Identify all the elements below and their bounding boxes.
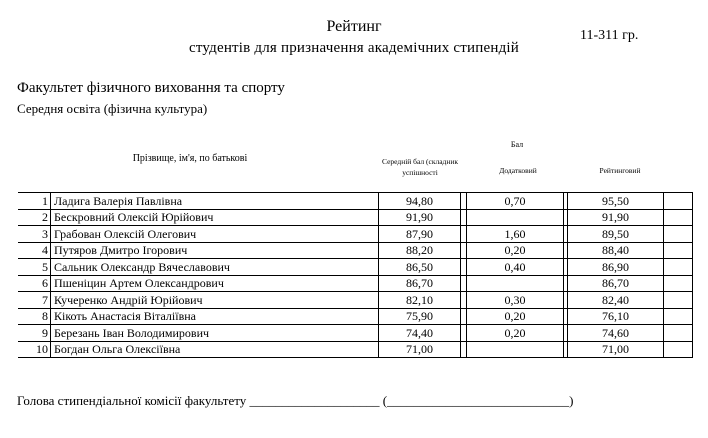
table-row — [18, 325, 693, 342]
row-number: 3 — [18, 226, 51, 243]
additional-score: 0,20 — [467, 325, 564, 342]
name-column-header: Прізвище, ім'я, по батькові — [132, 153, 248, 164]
group-label: 11-311 гр. — [580, 28, 639, 43]
student-name: Березань Іван Володимирович — [51, 325, 379, 342]
spacer-cell — [664, 275, 693, 292]
additional-score: 1,60 — [467, 226, 564, 243]
row-number: 2 — [18, 209, 51, 226]
additional-score: 0,40 — [467, 259, 564, 276]
additional-score — [467, 341, 564, 358]
average-score: 86,70 — [379, 275, 461, 292]
spacer-cell — [664, 193, 693, 210]
rating-score: 71,00 — [568, 341, 664, 358]
spacer-cell — [664, 341, 693, 358]
document-title: Рейтинг — [326, 18, 382, 35]
rating-column-header: Рейтинговий — [599, 166, 641, 175]
rating-score: 76,10 — [568, 308, 664, 325]
student-name: Сальник Олександр Вячеславович — [51, 259, 379, 276]
spacer-cell — [664, 226, 693, 243]
student-name: Кікоть Анастасія Віталіївна — [51, 308, 379, 325]
average-score: 88,20 — [379, 242, 461, 259]
row-number: 5 — [18, 259, 51, 276]
additional-score: 0,70 — [467, 193, 564, 210]
student-name: Грабован Олексій Олегович — [51, 226, 379, 243]
table-row — [18, 292, 693, 309]
row-number: 10 — [18, 341, 51, 358]
additional-score — [467, 275, 564, 292]
average-score: 86,50 — [379, 259, 461, 276]
education-level: Середня освіта (фізична культура) — [17, 101, 208, 116]
table-row — [18, 308, 693, 325]
table-row — [18, 259, 693, 276]
row-number: 7 — [18, 292, 51, 309]
rating-score: 91,90 — [568, 209, 664, 226]
average-score: 71,00 — [379, 341, 461, 358]
row-number: 6 — [18, 275, 51, 292]
table-row — [18, 275, 693, 292]
spacer-cell — [664, 209, 693, 226]
student-name: Пшеніцин Артем Олександрович — [51, 275, 379, 292]
student-name: Богдан Ольга Олексіївна — [51, 341, 379, 358]
average-score: 94,80 — [379, 193, 461, 210]
rating-score: 89,50 — [568, 226, 664, 243]
rating-score: 95,50 — [568, 193, 664, 210]
row-number: 9 — [18, 325, 51, 342]
average-score: 75,90 — [379, 308, 461, 325]
row-number: 4 — [18, 242, 51, 259]
additional-score: 0,20 — [467, 242, 564, 259]
document-subtitle: студентів для призначення академічних стипендій — [188, 40, 520, 56]
average-score: 87,90 — [379, 226, 461, 243]
spacer-cell — [664, 308, 693, 325]
table-row — [18, 226, 693, 243]
table-row — [18, 209, 693, 226]
faculty-name: Факультет фізичного виховання та спорту — [17, 80, 285, 96]
table-row — [18, 242, 693, 259]
average-column-header: Середній бал (складник успішності — [381, 157, 459, 177]
spacer-cell — [664, 242, 693, 259]
average-score: 91,90 — [379, 209, 461, 226]
rating-table — [18, 192, 693, 358]
row-number: 1 — [18, 193, 51, 210]
student-name: Путяров Дмитро Ігорович — [51, 242, 379, 259]
rating-score: 88,40 — [568, 242, 664, 259]
table-row — [18, 341, 693, 358]
rating-score: 86,70 — [568, 275, 664, 292]
average-score: 74,40 — [379, 325, 461, 342]
row-number: 8 — [18, 308, 51, 325]
additional-score: 0,20 — [467, 308, 564, 325]
spacer-cell — [664, 259, 693, 276]
rating-score: 74,60 — [568, 325, 664, 342]
rating-score: 86,90 — [568, 259, 664, 276]
student-name: Бескровний Олексій Юрійович — [51, 209, 379, 226]
student-name: Кучеренко Андрій Юрійович — [51, 292, 379, 309]
score-group-header: Бал — [510, 140, 524, 149]
additional-column-header: Додатковий — [499, 166, 537, 175]
table-row — [18, 193, 693, 210]
spacer-cell — [664, 325, 693, 342]
average-score: 82,10 — [379, 292, 461, 309]
rating-score: 82,40 — [568, 292, 664, 309]
student-name: Ладига Валерія Павлівна — [51, 193, 379, 210]
spacer-cell — [664, 292, 693, 309]
signature-line: Голова стипендіальної комісії факультету ____________________ (____________________________) — [17, 393, 574, 408]
additional-score — [467, 209, 564, 226]
additional-score: 0,30 — [467, 292, 564, 309]
